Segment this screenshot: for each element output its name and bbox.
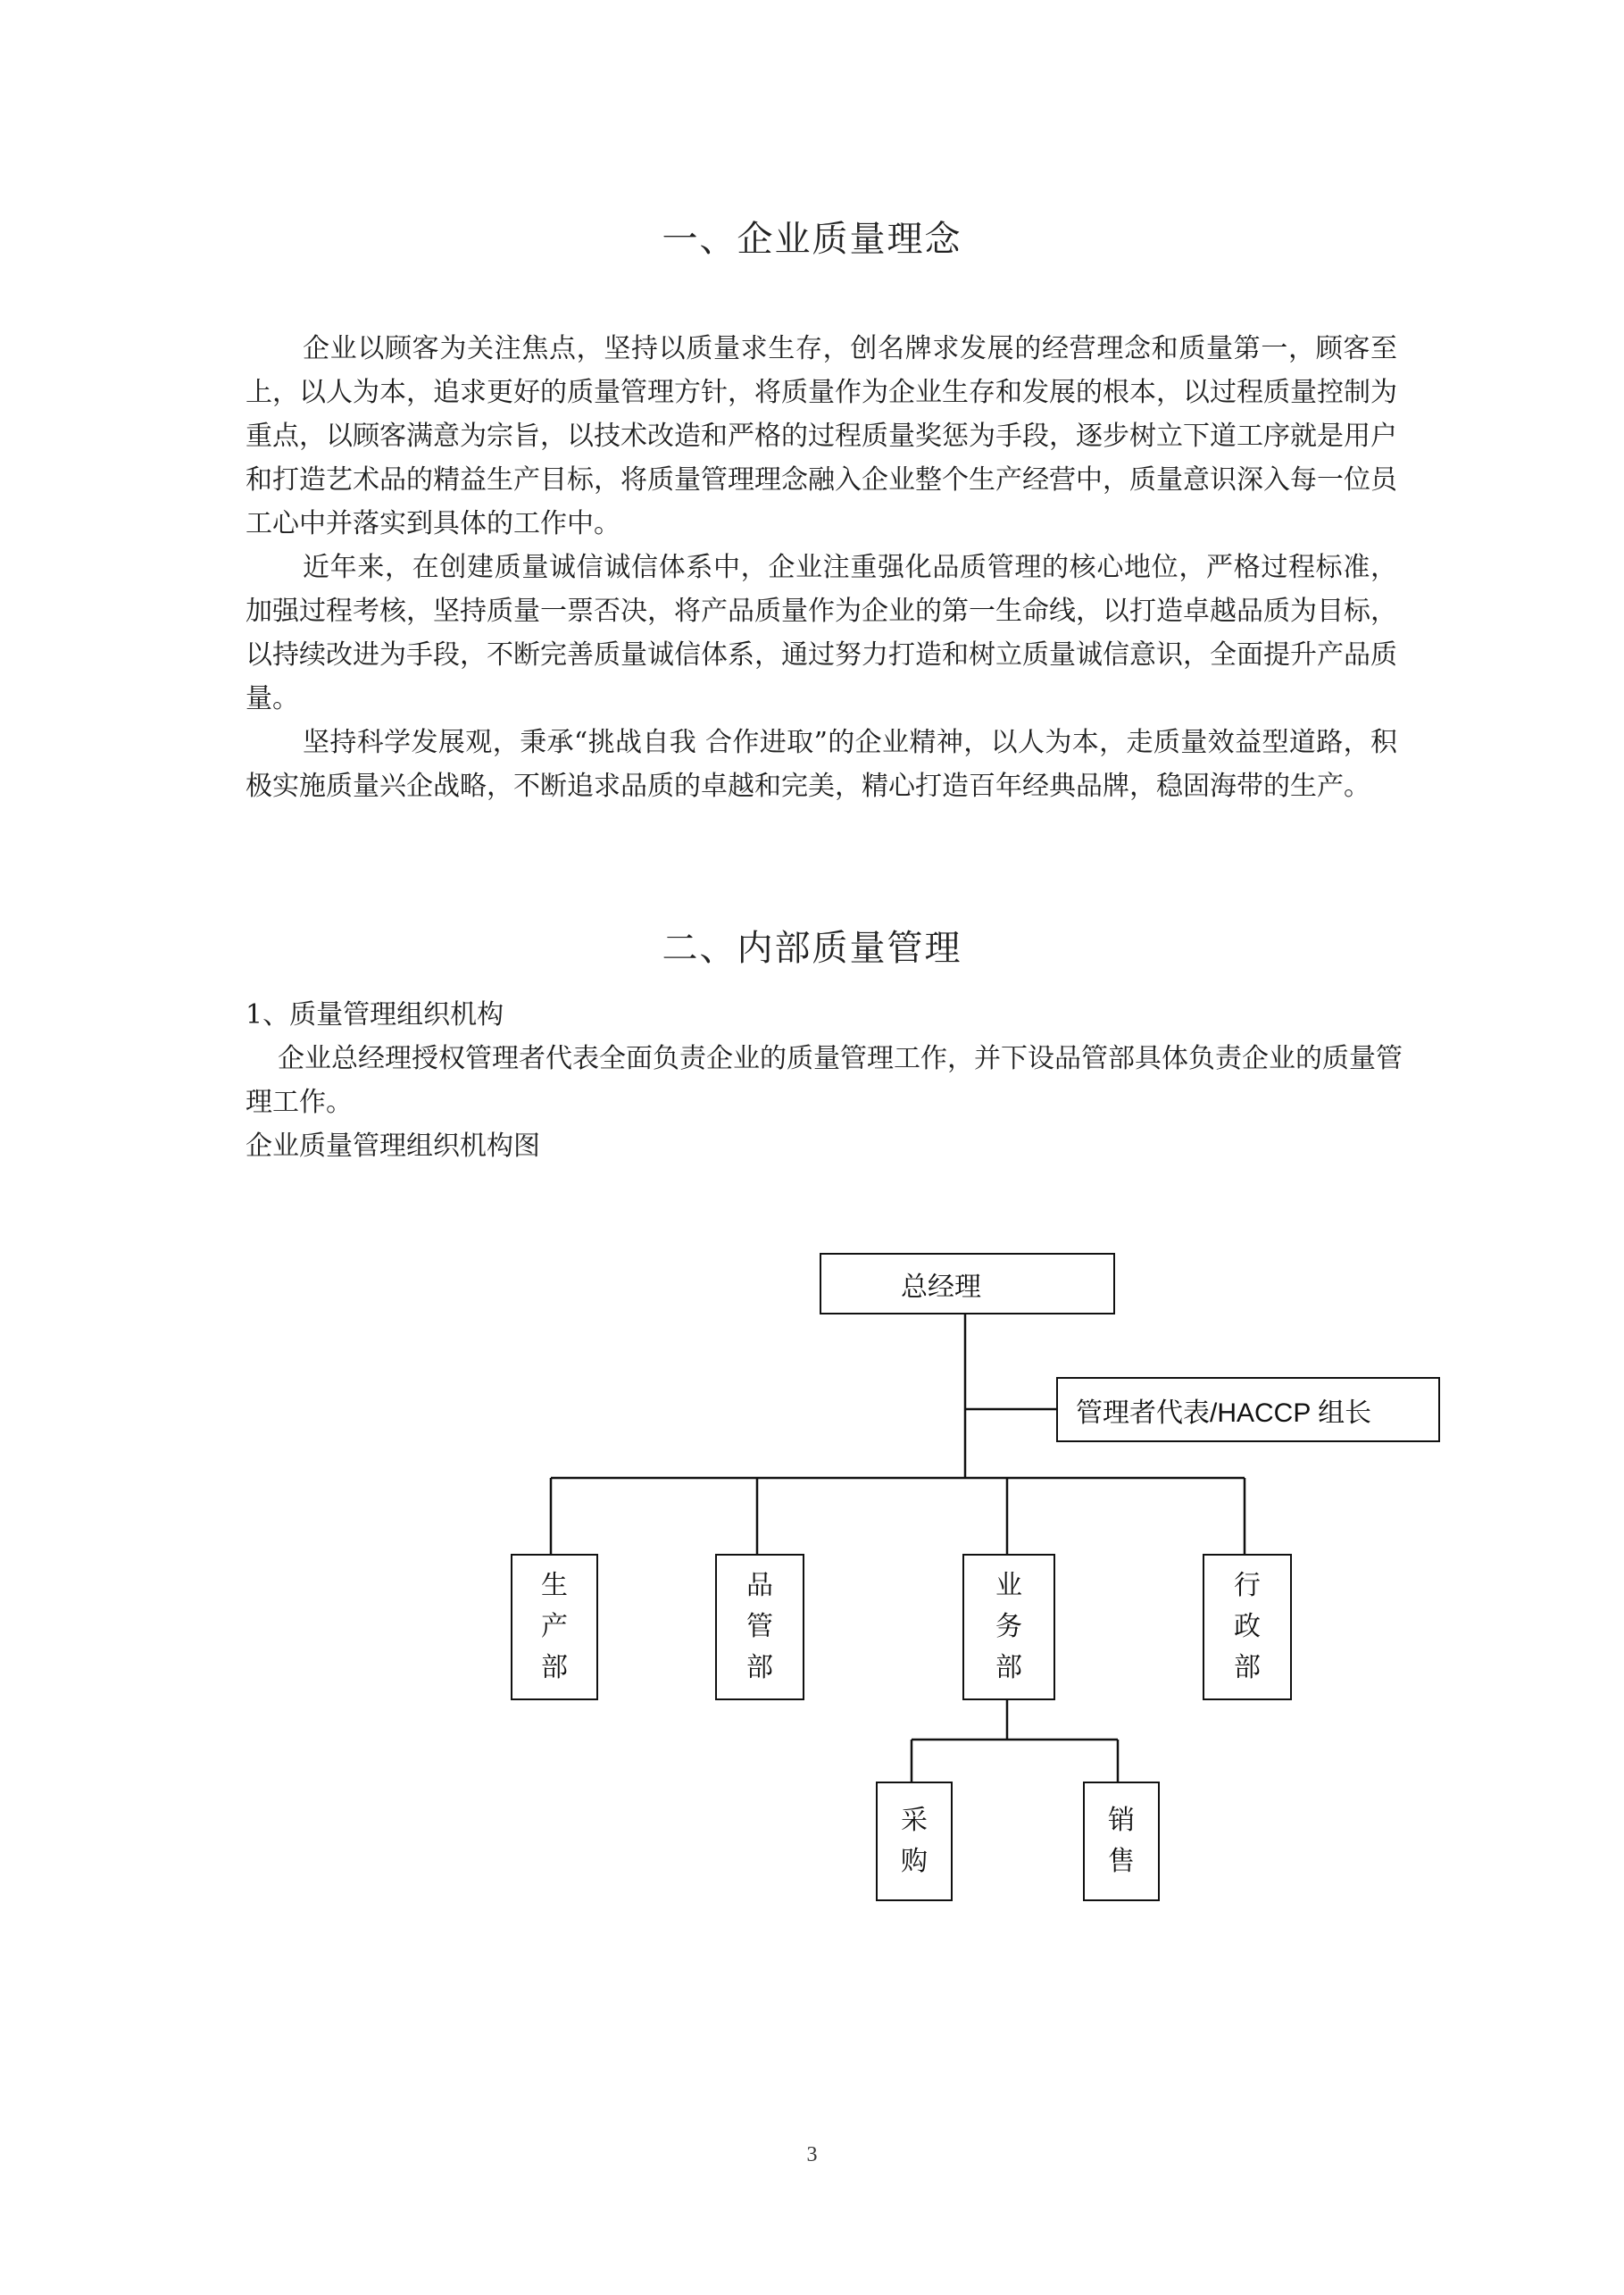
page-number: 3 (806, 2143, 818, 2166)
org-node-quality-dept (715, 1554, 804, 1700)
section1-paragraph-2: 近年来，在创建质量诚信诚信体系中，企业注重强化品质管理的核心地位，严格过程标准，加强过程考核，坚持质量一票否决，将产品质量作为企业的第一生命线，以打造卓越品质为目标，以持续改进为手段，不断完善质量诚信体系，通过努力打造和树立质量诚信意识，全面提升产品质量。 (246, 552, 1397, 714)
section2-title: 二、内部质量管理 (662, 928, 962, 969)
org-node-business-dept-char-1: 业 (995, 1570, 1022, 1601)
org-node-general-manager (820, 1253, 1115, 1314)
org-node-admin-dept-char-1: 行 (1234, 1570, 1261, 1601)
org-node-admin-dept-char-2: 政 (1234, 1611, 1261, 1642)
section2-subheading: 1、质量管理组织机构 (246, 999, 504, 1031)
org-node-quality-dept-char-2: 管 (746, 1611, 773, 1642)
org-node-sales-char-2: 售 (1108, 1846, 1135, 1877)
org-node-quality-dept-char-3: 部 (746, 1652, 773, 1683)
org-node-purchasing (876, 1782, 953, 1901)
org-node-general-manager-label: 总经理 (901, 1271, 981, 1303)
org-node-admin-dept (1203, 1554, 1292, 1700)
org-node-production-dept-char-2: 产 (541, 1611, 568, 1642)
org-node-production-dept-char-3: 部 (541, 1652, 568, 1683)
org-node-admin-dept-char-3: 部 (1234, 1652, 1261, 1683)
org-node-quality-dept-char-1: 品 (746, 1570, 773, 1601)
org-node-purchasing-char-1: 采 (901, 1805, 928, 1836)
org-chart-caption: 企业质量管理组织机构图 (246, 1131, 540, 1162)
org-node-sales-char-1: 销 (1108, 1805, 1135, 1836)
org-node-management-representative (1056, 1377, 1440, 1442)
org-node-business-dept (962, 1554, 1055, 1700)
org-node-management-representative-label: 管理者代表/HACCP 组长 (1076, 1398, 1372, 1428)
org-node-purchasing-char-2: 购 (901, 1846, 928, 1877)
section1-title: 一、企业质量理念 (662, 219, 962, 260)
section1-paragraph-3: 坚持科学发展观，秉承“挑战自我 合作进取”的企业精神，以人为本，走质量效益型道路，积极实施质量兴企战略，不断追求品质的卓越和完美，精心打造百年经典品牌，稳固海带的生产。 (246, 727, 1397, 802)
section1-paragraph-1: 企业以顾客为关注焦点，坚持以质量求生存，创名牌求发展的经营理念和质量第一，顾客至上，以人为本，追求更好的质量管理方针，将质量作为企业生存和发展的根本，以过程质量控制为重点，以顾客满意为宗旨，以技术改造和严格的过程质量奖惩为手段，逐步树立下道工序就是用户和打造艺术品的精益生产目标，将质量管理理念融入企业整个生产经营中，质量意识深入每一位员工心中并落实到具体的工作中。 (246, 333, 1397, 539)
org-node-sales (1083, 1782, 1160, 1901)
section2-paragraph: 企业总经理授权管理者代表全面负责企业的质量管理工作，并下设品管部具体负责企业的质量管理工作。 (246, 1043, 1403, 1118)
org-node-business-dept-char-2: 务 (995, 1611, 1022, 1642)
org-node-business-dept-char-3: 部 (995, 1652, 1022, 1683)
org-node-production-dept (511, 1554, 598, 1700)
org-node-production-dept-char-1: 生 (541, 1570, 568, 1601)
